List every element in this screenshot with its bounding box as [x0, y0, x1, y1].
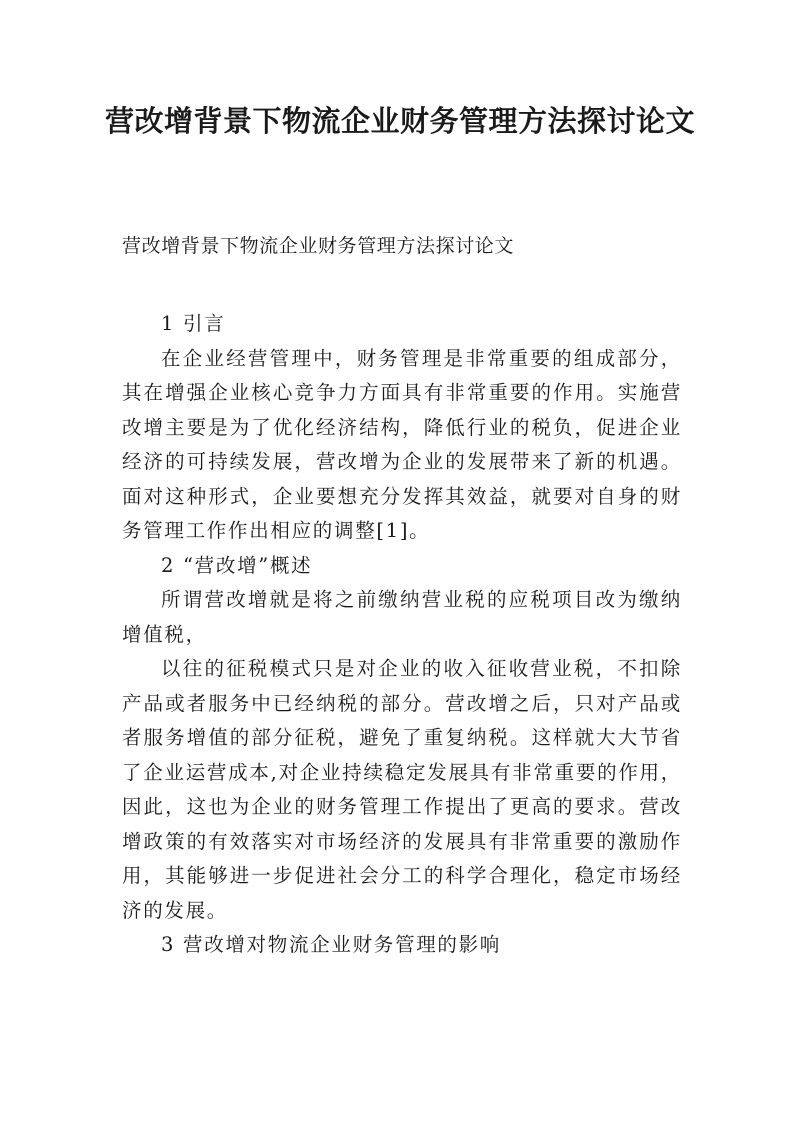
paragraph-introduction: 在企业经营管理中，财务管理是非常重要的组成部分，其在增强企业核心竞争力方面具有非常重要的作用。实施营改增主要是为了优化经济结构，降低行业的税负，促进企业经济的可持续发展，营改增为企业的发展带来了新的机遇。面对这种形式，企业要想充分发挥其效益，就要对自身的财务管理工作作出相应的调整[1]。	[122, 346, 682, 542]
section-heading-introduction: 1 引言	[161, 312, 226, 335]
section-heading-overview: 2 “营改增”概述	[161, 553, 313, 577]
document-title: 营改增背景下物流企业财务管理方法探讨论文	[104, 104, 695, 138]
document-body	[122, 307, 682, 963]
document-subtitle: 营改增背景下物流企业财务管理方法探讨论文	[122, 235, 515, 257]
paragraph-definition: 所谓营改增就是将之前缴纳营业税的应税项目改为缴纳增值税，	[122, 588, 682, 646]
paragraph-tax-model: 以往的征税模式只是对企业的收入征收营业税，不扣除产品或者服务中已经纳税的部分。营改增之后，只对产品或者服务增值的部分征税，避免了重复纳税。这样就大大节省了企业运营成本,对企业持续稳定发展具有非常重要的作用，因此，这也为企业的财务管理工作提出了更高的要求。营改增政策的有效落实对市场经济的发展具有非常重要的激励作用，其能够进一步促进社会分工的科学合理化，稳定市场经济的发展。	[122, 657, 682, 922]
section-heading-impact: 3 营改增对物流企业财务管理的影响	[161, 933, 502, 956]
